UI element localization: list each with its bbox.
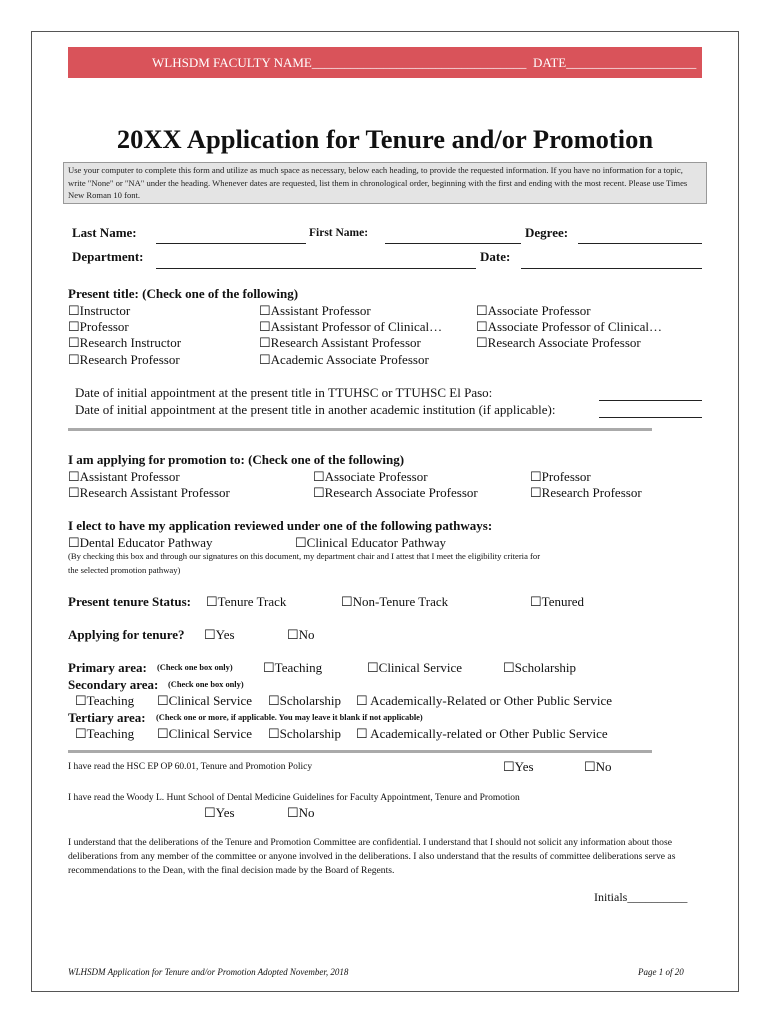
promotion-option[interactable]: ☐Assistant Professor	[68, 469, 180, 484]
tertiary-area-note: (Check one or more, if applicable. You may leave it blank if not applicable)	[156, 713, 423, 722]
pathway-option[interactable]: ☐Clinical Educator Pathway	[295, 535, 447, 550]
tertiary-area-option[interactable]: ☐ Academically-related or Other Public Service	[356, 726, 608, 741]
secondary-area-option[interactable]: ☐Scholarship	[268, 693, 342, 708]
title-option[interactable]: ☐Research Associate Professor	[476, 335, 641, 350]
date-input[interactable]	[521, 268, 702, 269]
degree-label: Degree:	[525, 225, 569, 240]
primary-area-note: (Check one box only)	[157, 663, 233, 672]
footer-left: WLHSDM Application for Tenure and/or Promotion Adopted November, 2018	[68, 967, 349, 977]
tenure-status-option[interactable]: ☐Tenure Track	[206, 594, 287, 609]
date-field[interactable]: DATE____________________	[533, 55, 697, 70]
department-input[interactable]	[156, 268, 476, 269]
appointment-ttuhsc-input[interactable]	[599, 400, 702, 401]
first-name-input[interactable]	[385, 243, 521, 244]
primary-area-option[interactable]: ☐Clinical Service	[367, 660, 463, 675]
secondary-area-option[interactable]: ☐Teaching	[75, 693, 135, 708]
page-title: 20XX Application for Tenure and/or Promotion	[116, 124, 654, 154]
divider	[68, 750, 652, 753]
woody-policy-yes[interactable]: ☐Yes	[204, 805, 235, 820]
woody-policy-no[interactable]: ☐No	[287, 805, 315, 820]
title-option[interactable]: ☐Assistant Professor	[259, 303, 371, 318]
title-option[interactable]: ☐Academic Associate Professor	[259, 352, 429, 367]
title-option[interactable]: ☐Instructor	[68, 303, 131, 318]
initials-field[interactable]: Initials__________	[594, 890, 688, 904]
title-option[interactable]: ☐Research Assistant Professor	[259, 335, 421, 350]
hsc-policy-text: I have read the HSC EP OP 60.01, Tenure and Promotion Policy	[68, 762, 313, 772]
applying-tenure-option[interactable]: ☐Yes	[204, 627, 235, 642]
promotion-option[interactable]: ☐Research Professor	[530, 485, 642, 500]
tertiary-area-option[interactable]: ☐Scholarship	[268, 726, 342, 741]
department-label: Department:	[72, 249, 144, 264]
promotion-option[interactable]: ☐Research Associate Professor	[313, 485, 478, 500]
promotion-option[interactable]: ☐Research Assistant Professor	[68, 485, 230, 500]
pathway-note: (By checking this box and through our signatures on this document, my department chair and I attest that I meet the eligibility criteria for	[68, 551, 541, 561]
tertiary-area-label: Tertiary area:	[68, 710, 146, 725]
title-option[interactable]: ☐Assistant Professor of Clinical…	[259, 319, 443, 334]
primary-area-label: Primary area:	[68, 660, 147, 675]
promotion-option[interactable]: ☐Professor	[530, 469, 591, 484]
pathway-note: the selected promotion pathway)	[68, 565, 181, 575]
tenure-status-label: Present tenure Status:	[68, 594, 192, 609]
last-name-input[interactable]	[156, 243, 306, 244]
appointment-ttuhsc-label: Date of initial appointment at the present title in TTUHSC or TTUHSC El Paso:	[75, 385, 493, 400]
tertiary-area-option[interactable]: ☐Teaching	[75, 726, 135, 741]
divider	[68, 428, 652, 431]
confidentiality-statement: I understand that the deliberations of the Tenure and Promotion Committee are confidential. I understand that I should not solicit any information about those deliberations from any member of the committee or anyone involved in the deliberations. I also understand that the results of committee deliberations serve as recommendations to the Dean, with the final decision made by the Board of Regents.	[68, 837, 676, 876]
pathway-option[interactable]: ☐Dental Educator Pathway	[68, 535, 213, 550]
secondary-area-note: (Check one box only)	[168, 680, 244, 689]
applying-tenure-option[interactable]: ☐No	[287, 627, 315, 642]
instructions-box: Use your computer to complete this form and utilize as much space as necessary, below each heading, to provide the requested information. If you have no information for a topic, write "None" or "NA" under the heading. Whenever dates are requested, list them in chronological order, beginning with the first and ending with the most recent. Please use Times New Roman 10 font.	[63, 162, 707, 204]
hsc-policy-no[interactable]: ☐No	[584, 759, 612, 774]
title-option[interactable]: ☐Associate Professor	[476, 303, 591, 318]
tertiary-area-option[interactable]: ☐Clinical Service	[157, 726, 253, 741]
title-option[interactable]: ☐Research Professor	[68, 352, 180, 367]
title-option[interactable]: ☐Research Instructor	[68, 335, 182, 350]
tenure-status-option[interactable]: ☐Non-Tenure Track	[341, 594, 449, 609]
woody-policy-text: I have read the Woody L. Hunt School of Dental Medicine Guidelines for Faculty Appointment, Tenure and Promotion	[68, 793, 520, 803]
secondary-area-option[interactable]: ☐ Academically-Related or Other Public Service	[356, 693, 613, 708]
date-label: Date:	[480, 249, 511, 264]
header-banner	[68, 47, 702, 78]
present-title-heading: Present title: (Check one of the following)	[68, 286, 299, 301]
page-number: Page 1 of 20	[638, 967, 684, 977]
pathways-heading: I elect to have my application reviewed under one of the following pathways:	[68, 518, 493, 533]
title-option[interactable]: ☐Professor	[68, 319, 129, 334]
primary-area-option[interactable]: ☐Teaching	[263, 660, 323, 675]
primary-area-option[interactable]: ☐Scholarship	[503, 660, 577, 675]
secondary-area-label: Secondary area:	[68, 677, 159, 692]
first-name-label: First Name:	[309, 227, 369, 239]
appointment-other-label: Date of initial appointment at the present title in another academic institution (if applicable):	[75, 402, 556, 417]
secondary-area-option[interactable]: ☐Clinical Service	[157, 693, 253, 708]
faculty-name-field[interactable]: WLHSDM FACULTY NAME_________________________________	[152, 55, 527, 70]
promotion-heading: I am applying for promotion to: (Check one of the following)	[68, 452, 405, 467]
appointment-other-input[interactable]	[599, 417, 702, 418]
title-option[interactable]: ☐Associate Professor of Clinical…	[476, 319, 663, 334]
hsc-policy-yes[interactable]: ☐Yes	[503, 759, 534, 774]
promotion-option[interactable]: ☐Associate Professor	[313, 469, 428, 484]
tenure-status-option[interactable]: ☐Tenured	[530, 594, 585, 609]
applying-tenure-label: Applying for tenure?	[68, 627, 185, 642]
degree-input[interactable]	[578, 243, 702, 244]
last-name-label: Last Name:	[72, 225, 137, 240]
